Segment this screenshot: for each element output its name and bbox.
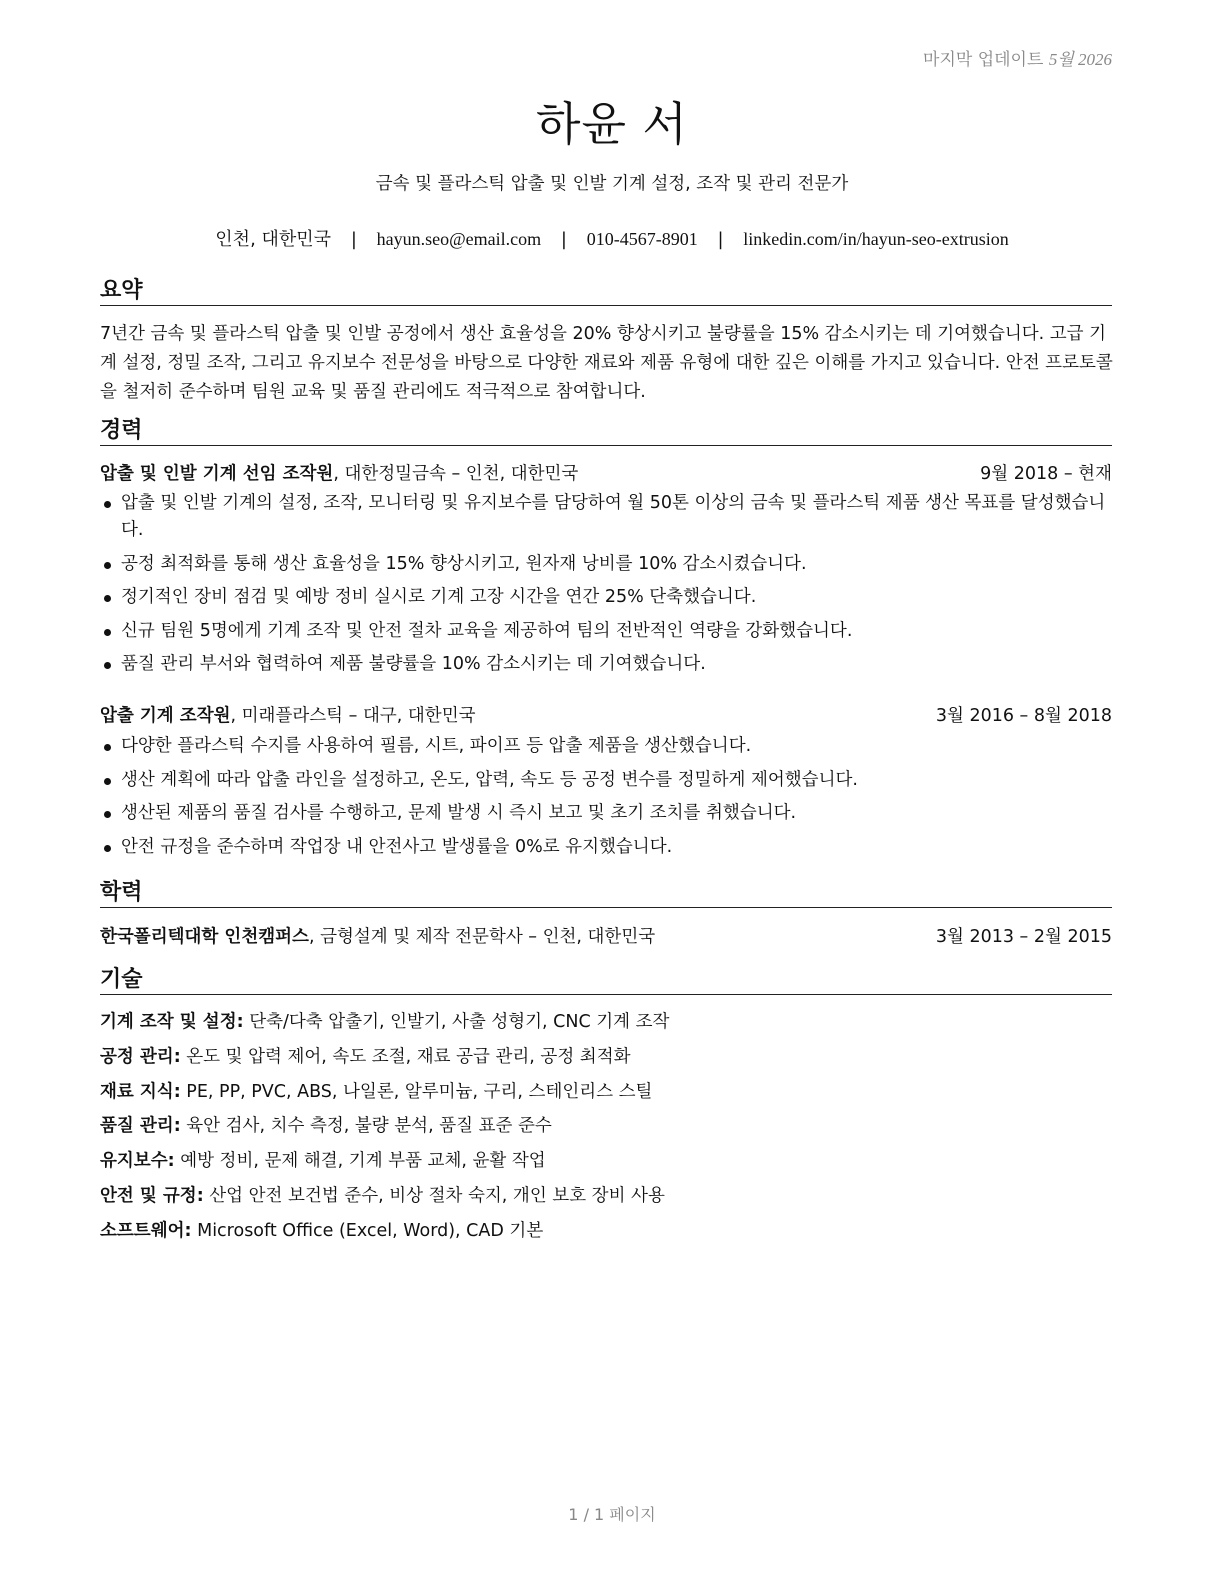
- page-number: 1 / 1 페이지: [568, 1505, 656, 1524]
- last-updated: [923, 45, 1112, 70]
- list-item: 생산된 제품의 품질 검사를 수행하고, 문제 발생 시 즉시 보고 및 초기 조치를 취했습니다.: [100, 800, 1112, 827]
- skill-value: 온도 및 압력 제어, 속도 조절, 재료 공급 관리, 공정 최적화: [180, 1046, 631, 1067]
- phone-text: 010-4567-8901: [586, 229, 698, 249]
- skill-value: 육안 검사, 치수 측정, 불량 분석, 품질 표준 준수: [180, 1116, 552, 1137]
- skill-row: [100, 1079, 1112, 1106]
- education-entry: [100, 924, 1112, 950]
- section-title-skills: 기술: [100, 967, 1112, 995]
- list-item: 신규 팀원 5명에게 기계 조작 및 안전 절차 교육을 제공하여 팀의 전반적인 역량을 강화했습니다.: [100, 618, 1112, 645]
- education-dates: 3월 2013 – 2월 2015: [935, 927, 1112, 947]
- linkedin-link[interactable]: linkedin.com/in/hayun-seo-extrusion: [743, 229, 1009, 249]
- skill-value: 산업 안전 보건법 준수, 비상 절차 숙지, 개인 보호 장비 사용: [203, 1185, 665, 1206]
- list-item: 다양한 플라스틱 수지를 사용하여 필름, 시트, 파이프 등 압출 제품을 생산했습니다.: [100, 733, 1112, 760]
- list-item: 품질 관리 부서와 협력하여 제품 불량률을 10% 감소시키는 데 기여했습니다.: [100, 651, 1112, 678]
- list-item: 압출 및 인발 기계의 설정, 조작, 모니터링 및 유지보수를 담당하여 월 50톤 이상의 금속 및 플라스틱 제품 생산 목표를 달성했습니다.: [100, 490, 1112, 544]
- skill-value: 예방 정비, 문제 해결, 기계 부품 교체, 윤활 작업: [174, 1151, 546, 1172]
- education-detail: , 금형설계 및 제작 전문학사 – 인천, 대한민국: [308, 927, 656, 947]
- section-title-summary: 요약: [100, 278, 1112, 306]
- list-item: 안전 규정을 준수하며 작업장 내 안전사고 발생률을 0%로 유지했습니다.: [100, 834, 1112, 861]
- skill-value: PE, PP, PVC, ABS, 나일론, 알루미늄, 구리, 스테인리스 스틸: [180, 1081, 653, 1102]
- job-bullets: [100, 490, 1112, 685]
- separator: |: [350, 229, 357, 250]
- skill-value: Microsoft Office (Excel, Word), CAD 기본: [191, 1220, 544, 1241]
- email-link[interactable]: hayun.seo@email.com: [376, 229, 542, 249]
- job-role: 압출 및 인발 기계 선임 조작원: [100, 464, 334, 484]
- list-item: 공정 최적화를 통해 생산 효율성을 15% 향상시키고, 원자재 낭비를 10% 감소시켰습니다.: [100, 551, 1112, 578]
- skill-label: 안전 및 규정:: [100, 1185, 204, 1206]
- contact-line: [0, 225, 1224, 251]
- job-header: [100, 703, 1112, 729]
- skill-label: 유지보수:: [100, 1151, 175, 1172]
- job-company: , 대한정밀금속 – 인천, 대한민국: [333, 464, 579, 484]
- person-name: 하윤 서: [536, 97, 688, 151]
- skill-label: 공정 관리:: [100, 1046, 181, 1067]
- skill-label: 기계 조작 및 설정:: [100, 1012, 244, 1032]
- skills-list: [100, 1009, 1112, 1253]
- school-name: 한국폴리텍대학 인천캠퍼스: [100, 927, 309, 947]
- list-item: 정기적인 장비 점검 및 예방 정비 실시로 기계 고장 시간을 연간 25% 단축했습니다.: [100, 584, 1112, 611]
- skill-row: [100, 1218, 1112, 1245]
- list-item: 생산 계획에 따라 압출 라인을 설정하고, 온도, 압력, 속도 등 공정 변수를 정밀하게 제어했습니다.: [100, 767, 1112, 794]
- headline: 금속 및 플라스틱 압출 및 인발 기계 설정, 조작 및 관리 전문가: [375, 174, 849, 194]
- skill-row: [100, 1044, 1112, 1071]
- separator: |: [717, 229, 724, 250]
- job-dates: 9월 2018 – 현재: [980, 464, 1112, 484]
- skill-row: [100, 1113, 1112, 1140]
- job-bullets: [100, 733, 1112, 867]
- skill-label: 품질 관리:: [100, 1116, 181, 1137]
- last-updated-label: 마지막 업데이트: [923, 50, 1044, 70]
- last-updated-date: 5월 2026: [1048, 50, 1112, 69]
- skill-value: 단축/다축 압출기, 인발기, 사출 성형기, CNC 기계 조작: [243, 1012, 670, 1032]
- separator: |: [560, 229, 567, 250]
- skill-row: [100, 1183, 1112, 1210]
- skill-label: 소프트웨어:: [100, 1220, 192, 1241]
- job-dates: 3월 2016 – 8월 2018: [935, 706, 1112, 726]
- job-company: , 미래플라스틱 – 대구, 대한민국: [230, 706, 476, 726]
- skill-label: 재료 지식:: [100, 1081, 181, 1102]
- skill-row: [100, 1148, 1112, 1175]
- summary-text: 7년간 금속 및 플라스틱 압출 및 인발 공정에서 생산 효율성을 20% 향상시키고 불량률을 15% 감소시키는 데 기여했습니다. 고급 기계 설정, 정밀 조작, 그리고 유지보수 전문성을 바탕으로 다양한 재료와 제품 유형에 대한 깊은 이해를 가지고 있습니다. 안전 프로토콜을 철저히 준수하며 팀원 교육 및 품질 관리에도 적극적으로 참여합니다.: [100, 324, 1113, 402]
- skill-row: [100, 1009, 1112, 1036]
- job-header: [100, 461, 1112, 487]
- job-role: 압출 기계 조작원: [100, 706, 231, 726]
- location-text: 인천, 대한민국: [215, 229, 332, 250]
- section-title-education: 학력: [100, 880, 1112, 908]
- section-title-experience: 경력: [100, 418, 1112, 446]
